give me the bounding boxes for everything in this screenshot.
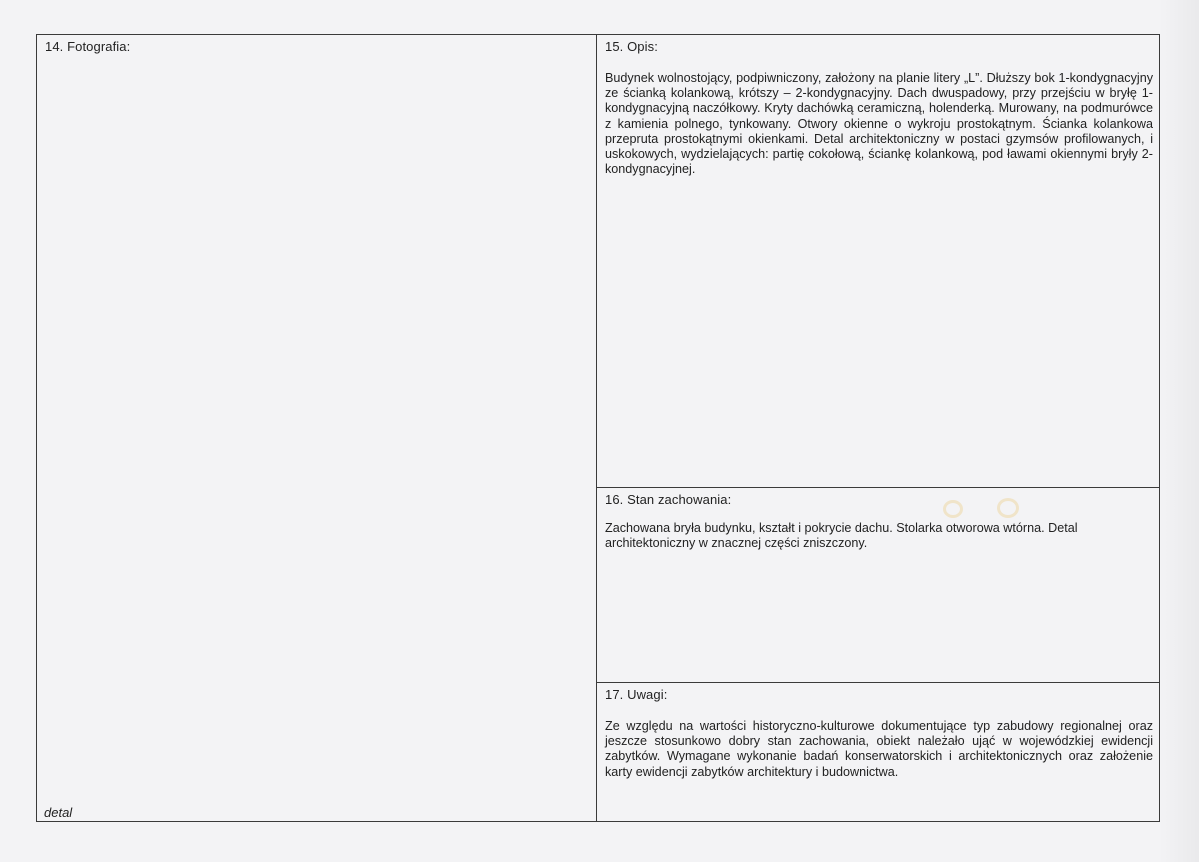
paper-stain: [997, 498, 1019, 518]
remarks-text: Ze względu na wartości historyczno-kulturowe dokumentujące typ zabudowy regionalnej oraz jeszcze stosunkowo dobry stan zachowania, obiekt należało ująć w wojewódzkiej ewidencji zabytków. Wymagane wykonanie badań konserwatorskich i architektonicznych oraz założenie karty ewidencji zabytków architektury i budownictwa.: [605, 719, 1153, 779]
description-text: Budynek wolnostojący, podpiwniczony, założony na planie litery „L”. Dłuższy bok 1-kondygnacyjny ze ścianką kolankową, krótszy – 2-kondygnacyjny. Dach dwuspadowy, przy przejściu w bryłę 1-kondygnacyjną naczółkowy. Kryty dachówką ceramiczną, holenderką. Murowany, na podmurówce z kamienia polnego, tynkowany. Otwory okienne o wykroju prostokątnym. Ścianka kolankowa przepruta prostokątnymi okienkami. Detal architektoniczny w postaci gzymsów profilowanych, i uskokowych, wydzielających: partię cokołową, ściankę kolankową, pod ławami okiennymi bryły 2-kondygnacyjnej.: [605, 71, 1153, 177]
record-card-frame: [36, 34, 1160, 822]
description-label: 15. Opis:: [605, 39, 658, 54]
description-column: [597, 35, 1159, 821]
remarks-label: 17. Uwagi:: [605, 687, 668, 702]
photo-section: [37, 35, 597, 821]
paper-stain: [943, 500, 963, 518]
condition-text: Zachowana bryła budynku, kształt i pokrycie dachu. Stolarka otworowa wtórna. Detal architektoniczny w znacznej części zniszczony.: [605, 521, 1078, 551]
photo-section-label: 14. Fotografia:: [45, 39, 131, 54]
condition-label: 16. Stan zachowania:: [605, 492, 732, 507]
photo-caption: detal: [44, 805, 73, 820]
remarks-section: [597, 683, 1159, 821]
page-edge-shadow: [1159, 0, 1199, 862]
condition-section: [597, 488, 1159, 683]
description-section: [597, 35, 1159, 488]
